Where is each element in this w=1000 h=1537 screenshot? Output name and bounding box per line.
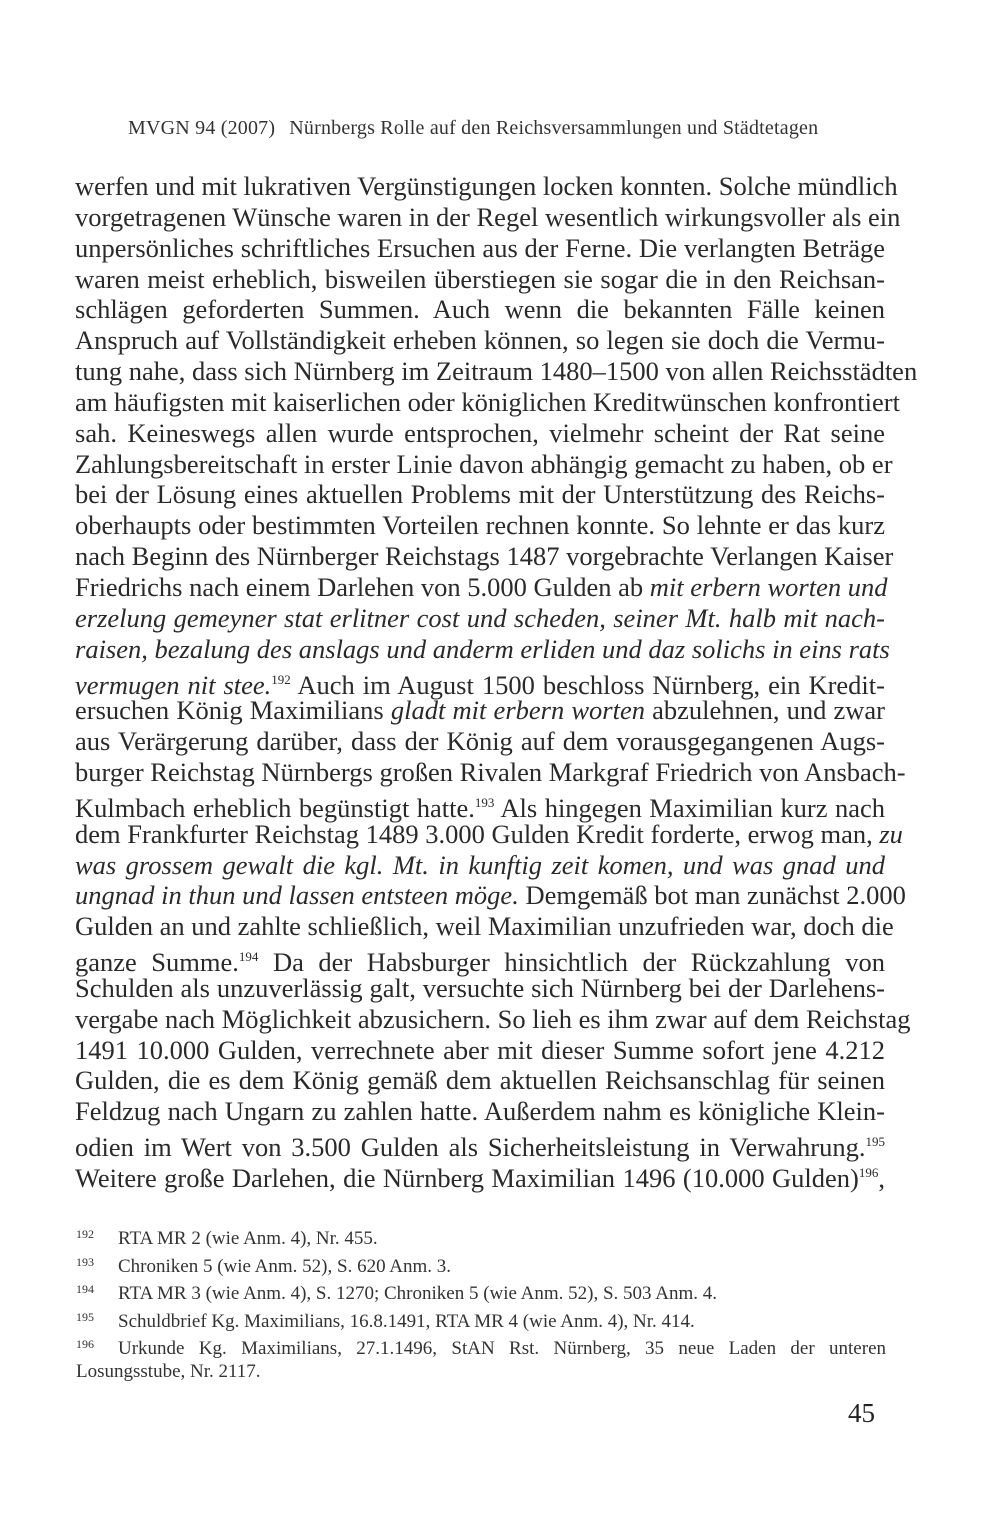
text-line (75, 818, 903, 850)
text-run: Demgemäß bot man zunächst 2.000 (525, 880, 906, 911)
footnote-number: 193 (76, 1254, 94, 1269)
footnote (76, 1306, 886, 1334)
footnote (76, 1278, 886, 1306)
footnote-ref: 196 (858, 1165, 879, 1180)
footnote-number: 195 (76, 1309, 94, 1324)
text-line: Schulden als unzuverlässig galt, versuchte sich Nürnberg bei der Darlehens- (75, 972, 885, 1003)
footnote-ref: 192 (271, 671, 291, 687)
journal-reference: MVGN 94 (2007) (128, 117, 276, 139)
footnote-continuation: Losungsstube, Nr. 2117. (76, 1360, 261, 1382)
footnote-ref: 193 (474, 794, 495, 810)
text-line: schlägen geforderten Summen. Auch wenn die bekannten Fälle keinen (75, 294, 885, 325)
quotation-italic: erzelung gemeyner stat erlitner cost und scheden, seiner Mt. halb mit nach- (75, 602, 885, 633)
quotation-italic: ungnad in thun und lassen entsteen möge. (75, 880, 519, 911)
text-line: am häufigsten mit kaiserlichen oder königlichen Kreditwünschen konfrontiert (75, 386, 900, 417)
text-line: Anspruch auf Vollständigkeit erheben können, so legen sie doch die Vermu- (75, 325, 885, 356)
text-line (75, 788, 885, 823)
text-line (75, 1158, 885, 1193)
text-run: Kulmbach erheblich begünstigt hatte. (75, 792, 475, 823)
article-title: Nürnbergs Rolle auf den Reichsversammlungen und Städtetagen (289, 117, 819, 139)
running-head (128, 117, 870, 140)
text-run: ganze Summe. (75, 946, 239, 977)
text-line: vorgetragenen Wünsche waren in der Regel wesentlich wirkungsvoller als ein (75, 201, 901, 232)
body-text (75, 171, 918, 1193)
quotation-italic: was grossem gewalt die kgl. Mt. in kunftig zeit komen, und was gnad und (75, 849, 885, 880)
text-line: burger Reichstag Nürnbergs großen Rivalen Markgraf Friedrich von Ansbach- (75, 757, 906, 788)
text-line (75, 695, 885, 726)
text-line: werfen und mit lukrativen Vergünstigungen locken konnten. Solche mündlich (75, 171, 898, 201)
text-line: Gulden, die es dem König gemäß dem aktuellen Reichsanschlag für seinen (75, 1065, 885, 1096)
footnote-text: Schuldbrief Kg. Maximilians, 16.8.1491, RTA MR 4 (wie Anm. 4), Nr. 414. (118, 1310, 695, 1332)
footnote-text: Chroniken 5 (wie Anm. 52), S. 620 Anm. 3. (118, 1255, 452, 1277)
footnote-ref: 194 (238, 949, 259, 965)
text-line: nach Beginn des Nürnberger Reichstags 1487 vorgebrachte Verlangen Kaiser (75, 541, 894, 572)
text-line (75, 571, 888, 603)
text-line: waren meist erheblich, bisweilen überstiegen sie sogar die in den Reichsan- (75, 263, 885, 294)
text-line (75, 880, 906, 911)
text-run: , (878, 1162, 885, 1193)
text-run: odien im Wert von 3.500 Gulden als Sicherheitsleistung in Verwahrung. (75, 1131, 866, 1162)
footnote-text: Urkunde Kg. Maximilians, 27.1.1496, StAN Rst. Nürnberg, 35 neue Laden der unteren (118, 1338, 886, 1359)
footnote (76, 1251, 886, 1279)
text-line: unpersönliches schriftliches Ersuchen aus der Ferne. Die verlangten Beträge (75, 232, 885, 263)
text-run: Da der Habsburger hinsichtlich der Rückzahlung von (272, 946, 885, 977)
text-line (75, 850, 885, 881)
text-run: Friedrichs nach einem Darlehen von 5.000 Gulden ab (75, 571, 644, 602)
text-line (75, 603, 885, 634)
text-run: Weitere große Darlehen, die Nürnberg Maximilian 1496 (10.000 Gulden) (75, 1162, 859, 1193)
quotation-italic: zu (879, 818, 903, 849)
text-run: abzulehnen, und zwar (652, 695, 886, 726)
text-run: Auch im August 1500 beschloss Nürnberg, ein Kredit- (297, 669, 885, 700)
footnote-text: RTA MR 2 (wie Anm. 4), Nr. 455. (118, 1228, 378, 1249)
text-line (75, 1127, 885, 1162)
footnote-number: 196 (76, 1337, 94, 1351)
text-line (75, 665, 885, 700)
footnotes (76, 1223, 886, 1383)
text-line: tung nahe, dass sich Nürnberg im Zeitraum 1480–1500 von allen Reichsstädten (75, 356, 918, 387)
text-line: 1491 10.000 Gulden, verrechnete aber mit dieser Summe sofort jene 4.212 (75, 1034, 885, 1065)
text-line (75, 633, 890, 665)
text-line: sah. Keineswegs allen wurde entsprochen, vielmehr scheint der Rat seine (75, 417, 885, 448)
quotation-italic: vermugen nit stee. (75, 669, 272, 700)
footnote-number: 194 (76, 1282, 94, 1296)
quotation-italic: mit erbern worten und (649, 571, 888, 602)
text-line: oberhaupts oder bestimmten Vorteilen rechnen konnte. So lehnte er das kurz (75, 510, 885, 541)
text-line: aus Verärgerung darüber, dass der König auf dem vorausgegangenen Augs- (75, 726, 885, 757)
footnote (76, 1333, 886, 1361)
footnote-text: RTA MR 3 (wie Anm. 4), S. 1270; Chroniken 5 (wie Anm. 52), S. 503 Anm. 4. (118, 1283, 718, 1304)
text-run: Als hingegen Maximilian kurz nach (500, 792, 885, 823)
footnote-number: 192 (76, 1227, 94, 1241)
text-line (75, 942, 885, 977)
footnote (76, 1223, 886, 1251)
text-line: vergabe nach Möglichkeit abzusichern. So lieh es ihm zwar auf dem Reichstag (75, 1003, 911, 1034)
text-run: ersuchen König Maximilians (75, 695, 384, 726)
text-line: Gulden an und zahlte schließlich, weil Maximilian unzufrieden war, doch die (75, 911, 894, 942)
text-line: bei der Lösung eines aktuellen Problems mit der Unterstützung des Reichs- (75, 479, 885, 510)
text-run: dem Frankfurter Reichstag 1489 3.000 Gulden Kredit forderte, erwog man, (75, 818, 873, 849)
quotation-italic: gladt mit erbern worten (390, 695, 645, 726)
text-line: Zahlungsbereitschaft in erster Linie davon abhängig gemacht zu haben, ob er (75, 448, 893, 479)
page-number: 45 (848, 1398, 875, 1428)
text-line: Feldzug nach Ungarn zu zahlen hatte. Außerdem nahm es königliche Klein- (75, 1096, 885, 1127)
footnote-ref: 195 (865, 1134, 885, 1150)
quotation-italic: raisen, bezalung des anslags und anderm erliden und daz solichs in eins rats (75, 633, 890, 664)
